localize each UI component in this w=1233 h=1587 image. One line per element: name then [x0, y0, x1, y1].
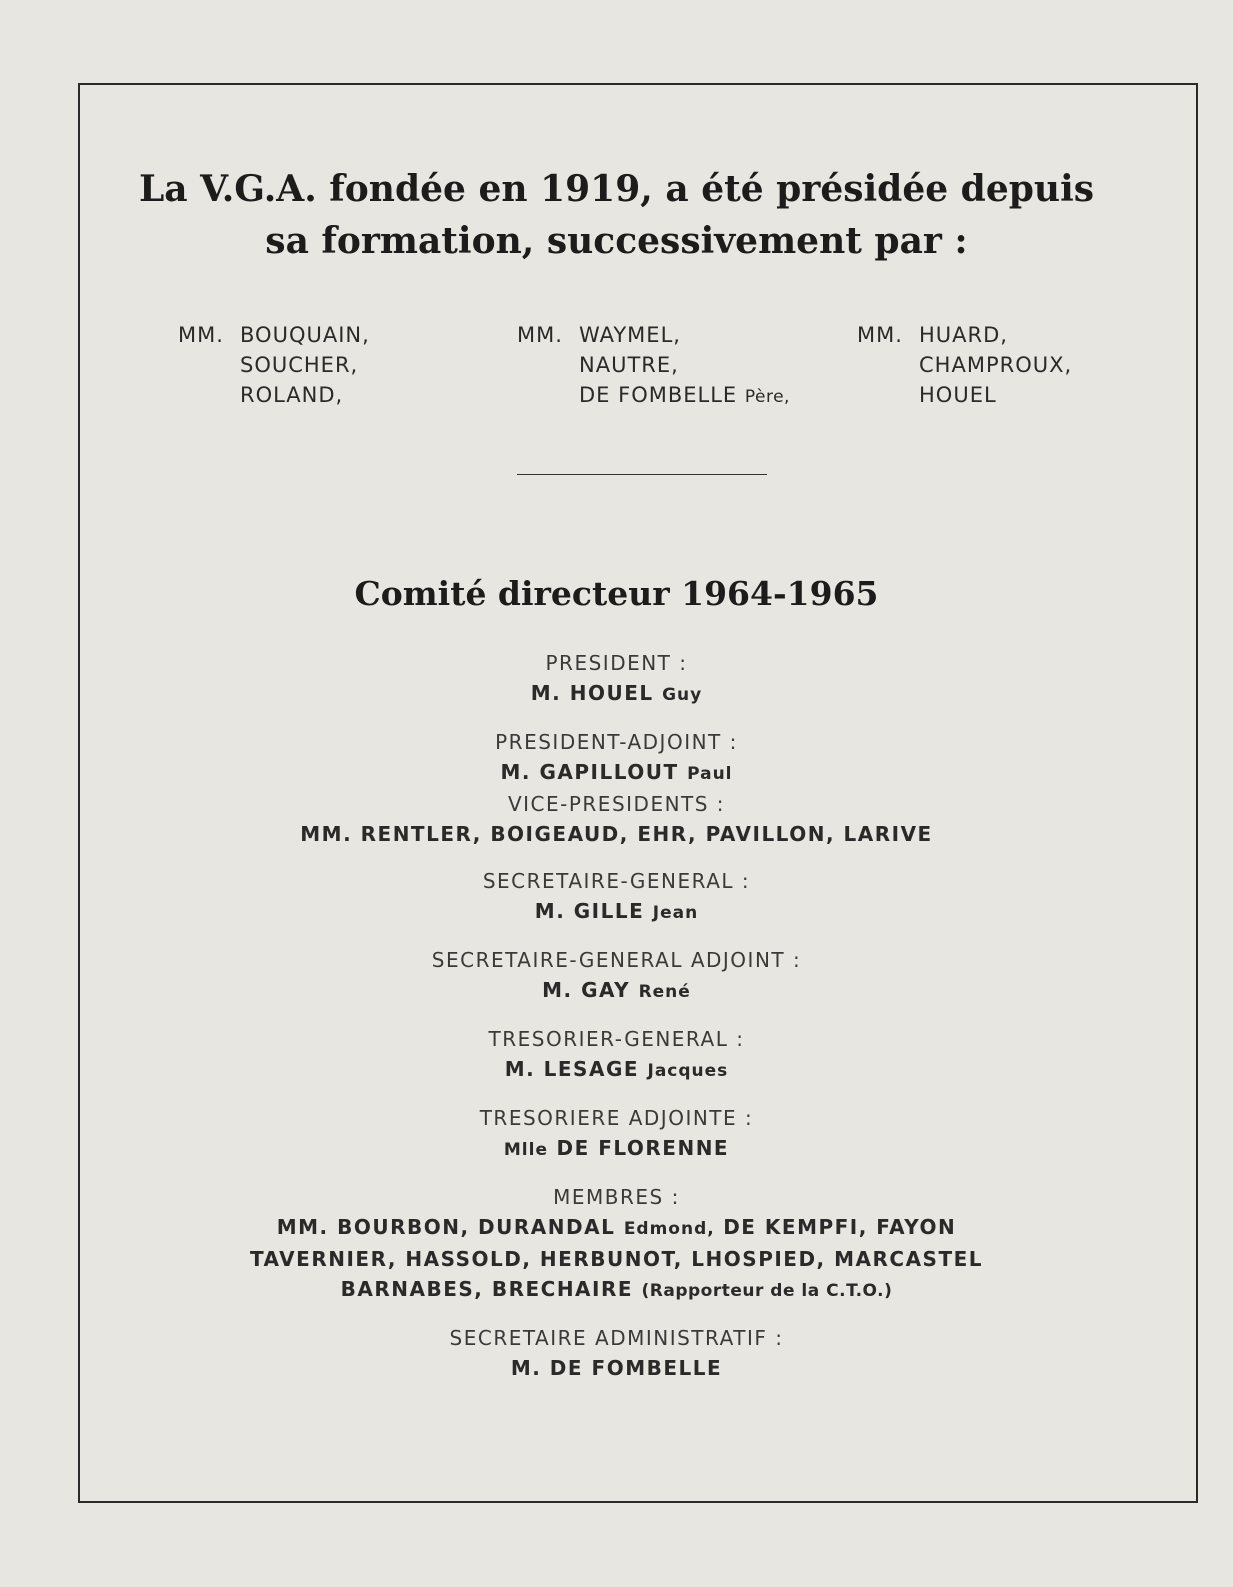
president-name: ROLAND, — [240, 383, 344, 407]
past-presidents-column-2 — [517, 320, 790, 412]
name-tresoriere-adjointe: Mlle DE FLORENNE — [503, 1136, 730, 1160]
page-title — [0, 163, 1233, 267]
section-divider — [517, 474, 767, 475]
role-tresorier-general: TRESORIER-GENERAL : — [488, 1027, 745, 1051]
role-president: PRESIDENT : — [545, 651, 688, 675]
past-presidents-column-1 — [178, 320, 370, 410]
role-president-adjoint: PRESIDENT-ADJOINT : — [495, 730, 738, 754]
president-name: CHAMPROUX, — [919, 353, 1073, 377]
title-line-2: sa formation, successivement par : — [265, 220, 968, 262]
column-prefix: MM. — [178, 323, 224, 347]
role-secretaire-administratif: SECRETAIRE ADMINISTRATIF : — [449, 1326, 784, 1350]
president-name: SOUCHER, — [240, 353, 359, 377]
role-vice-presidents: VICE-PRESIDENTS : — [507, 792, 726, 816]
president-suffix: Père, — [744, 387, 790, 407]
title-line-1: La V.G.A. fondée en 1919, a été présidée depuis — [138, 168, 1095, 210]
committee-list — [0, 648, 1233, 1383]
membres-line-1: MM. BOURBON, DURANDAL Edmond, DE KEMPFI, FAYON — [276, 1215, 957, 1239]
role-tresoriere-adjointe: TRESORIERE ADJOINTE : — [479, 1106, 754, 1130]
membres-line-2: TAVERNIER, HASSOLD, HERBUNOT, LHOSPIED, MARCASTEL — [249, 1247, 984, 1271]
president-name: DE FOMBELLE — [579, 383, 738, 407]
name-tresorier-general: M. LESAGE Jacques — [504, 1057, 729, 1081]
role-membres: MEMBRES : — [553, 1185, 680, 1209]
column-prefix: MM. — [857, 323, 903, 347]
column-prefix: MM. — [517, 323, 563, 347]
president-name: NAUTRE, — [579, 353, 679, 377]
name-secretaire-administratif: M. DE FOMBELLE — [510, 1356, 723, 1380]
name-secretaire-general: M. GILLE Jean — [534, 899, 699, 923]
president-name: HOUEL — [919, 383, 997, 407]
name-president: M. HOUEL Guy — [530, 681, 703, 705]
president-name: WAYMEL, — [579, 323, 681, 347]
president-name: HUARD, — [919, 323, 1008, 347]
role-secretaire-general: SECRETAIRE-GENERAL : — [482, 869, 751, 893]
name-secretaire-general-adjoint: M. GAY René — [542, 978, 691, 1002]
past-presidents-column-3 — [857, 320, 1072, 410]
committee-title: Comité directeur 1964-1965 — [354, 574, 879, 613]
name-president-adjoint: M. GAPILLOUT Paul — [500, 760, 733, 784]
membres-line-3: BARNABES, BRECHAIRE (Rapporteur de la C.T.O.) — [340, 1277, 893, 1301]
role-secretaire-general-adjoint: SECRETAIRE-GENERAL ADJOINT : — [431, 948, 802, 972]
president-name: BOUQUAIN, — [240, 323, 370, 347]
names-vice-presidents: MM. RENTLER, BOIGEAUD, EHR, PAVILLON, LARIVE — [300, 822, 933, 846]
